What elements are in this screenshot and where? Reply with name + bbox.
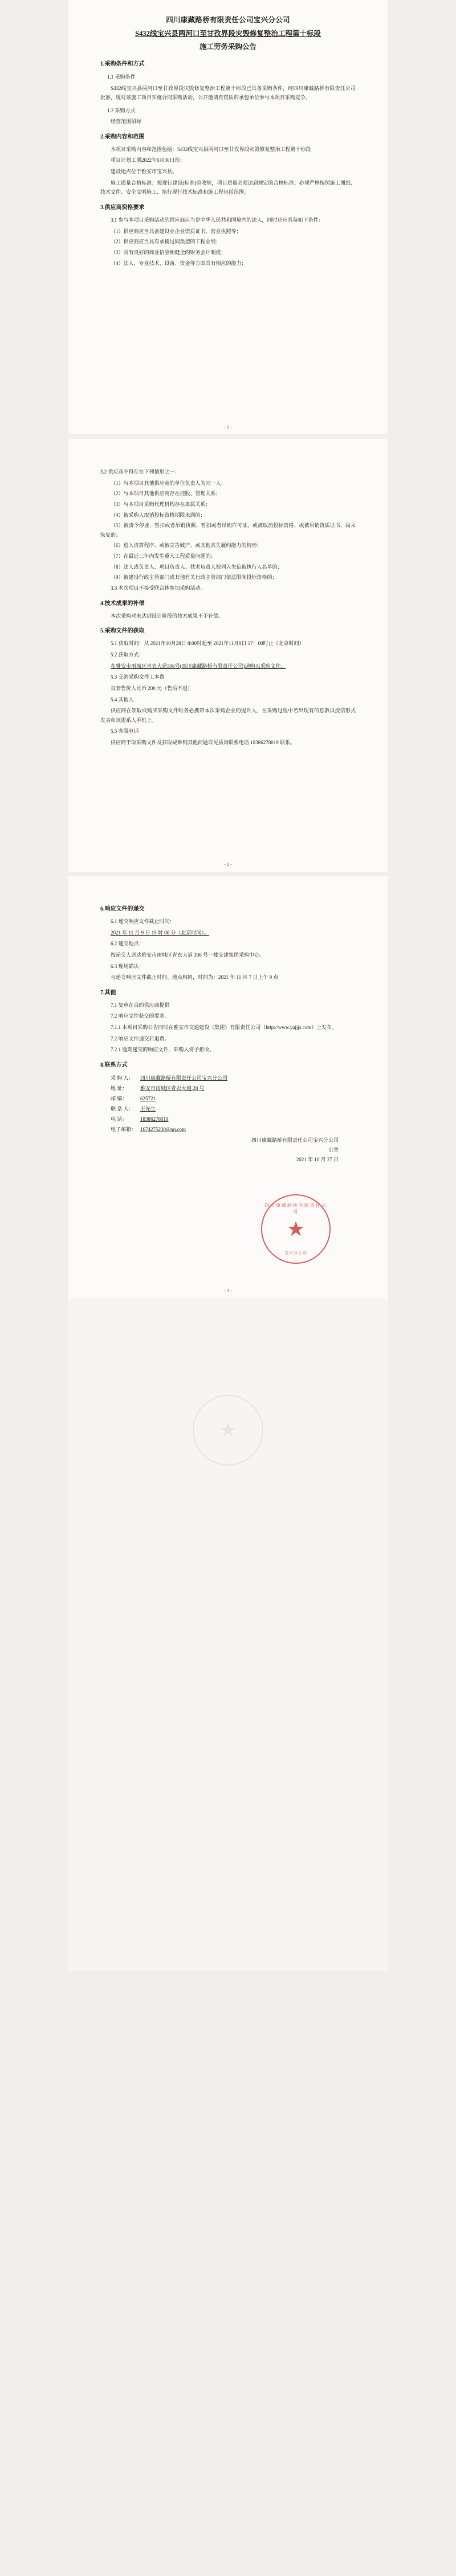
- contact-value-phone: 18386278019: [140, 1116, 169, 1122]
- paragraph-other-5: 7.2.1 逾期递交的响应文件，采购人将予拒收。: [111, 1047, 215, 1053]
- page-number-2: - 2 -: [224, 862, 232, 867]
- seal-star-icon: ★: [286, 1218, 306, 1240]
- qualification-item-1: （1）供应商应当具备建设业企业资质证书、营业执照等；: [111, 228, 242, 234]
- contact-row: [111, 1083, 356, 1093]
- qualification-item-3: （3）具有良好的商业信誉和健全的财务会计制度；: [111, 249, 226, 255]
- contact-label-email: 电子邮箱：: [111, 1126, 137, 1133]
- document-title-line-3: 施工劳务采购公告: [199, 42, 256, 51]
- signature-block: [100, 1136, 356, 1165]
- page-number-1: - 1 -: [224, 424, 232, 430]
- paragraph-onsite-value: 与递交响应文件截止时间、地点相同，时间为：2021 年 11 月 7 日上午 9 点: [111, 974, 279, 981]
- contact-label-postcode: 邮 编：: [111, 1096, 128, 1102]
- section-heading-4: 4.技术成果的补偿: [100, 600, 145, 607]
- contact-row: [111, 1104, 356, 1114]
- seal-top-text: 四川康藏路桥有限责任公司: [264, 1203, 327, 1214]
- paragraph-submit-place-label: 6.2 递交地点：: [111, 941, 144, 947]
- contact-row: [111, 1114, 356, 1124]
- paragraph-other-person-detail: 供应商在领取或购买采购文件时务必携带本次采购企业的提升人，在采购过程中若出现有信息教以授信形式发表和该提系人手机上。: [100, 708, 356, 723]
- paragraph-quality: 施工质量合格标准；按现行建设(标准)验收规，项目质量必须达到规定的合格标准；必须严格按照施工图纸、技术文件、安全文明施工、执行现行技术标准和施工程包括范围。: [100, 179, 356, 195]
- contact-value-person: 王先生: [140, 1106, 156, 1112]
- document-page-3: [68, 876, 388, 1298]
- section-heading-7: 7.其他: [100, 989, 116, 996]
- contact-row: [111, 1124, 356, 1134]
- faint-seal-icon: [193, 1395, 263, 1465]
- paragraph-disqualification-intro: 3.2 供应商不得存在下列情形之一：: [100, 469, 180, 475]
- contact-label-buyer: 采 购 人：: [111, 1075, 134, 1081]
- paragraph-service-phone-label: 5.5 客服电话: [111, 728, 139, 734]
- paragraph-deadline-label: 6.1 递交响应文件截止时间：: [111, 918, 175, 924]
- seal-bottom-text: 宝兴分公司: [284, 1251, 307, 1255]
- paragraph-fee-amount: 每套售价人民币 200 元（售后不退）: [111, 685, 193, 691]
- contact-label-person: 联 系 人：: [111, 1106, 134, 1112]
- disqualification-item-8: （8）法人或负责人、项目负责人、技术负责人被列入失信被执行人名单的；: [111, 564, 283, 570]
- document-trailing-blank-area: [68, 1298, 388, 1970]
- section-heading-2: 2.采购内容和范围: [100, 133, 145, 140]
- company-seal-icon: [261, 1194, 331, 1264]
- paragraph-purchase-condition: S432线宝兴县两河口至甘孜界段灾毁修复整治工程第十标段已具备采购条件，经四川康藏路桥有限责任公司批准，现对该施工项目实施合同采购活动，公开邀请有资质的承包单位参与本项目采购竞争。: [100, 85, 356, 101]
- signature-seal-label: 公章: [328, 1147, 339, 1153]
- paragraph-schedule: 项目计划工期2022年6月30日前；: [111, 157, 185, 164]
- paragraph-submit-place-value: 按递交人送达雅安市雨城区青衣大道 306 号一楼交建集团采购中心。: [111, 952, 265, 958]
- paragraph-qualification-intro: 3.1 参与本项目采购活动的供应商应当是中华人民共和国境内的法人，同时还应具备如下条件：: [111, 217, 324, 223]
- subsection-heading-1-2: 1.2 采购方式: [107, 107, 136, 113]
- paragraph-acquire-address: 在雅安市雨城区青衣大道306号(西川康藏路桥有限责任公司)递购买采购文件。: [111, 663, 286, 669]
- page-gap-2: [68, 872, 388, 876]
- paragraph-other-3: 7.1.1 本项目采购公告同时在雅安市交通建设（集团）有限责任公司（http://www.yajjjs.com）上发布。: [111, 1024, 337, 1031]
- section-heading-1: 1.采购条件和方式: [100, 61, 145, 68]
- document-title-line-2: S432线宝兴县两河口至甘孜界段灾毁修复整治工程第十标段: [135, 29, 321, 38]
- disqualification-item-7: （7）在最近三年内发生重大工程质量问题的；: [111, 553, 216, 560]
- section-heading-5: 5.采购文件的获取: [100, 628, 145, 635]
- contact-value-postcode: 625721: [140, 1096, 156, 1102]
- paragraph-acquire-time: 5.1 获取时间：从 2021年10月28日 8:00时起至 2021年11月8日 17：00时止（北京时间）: [111, 640, 304, 647]
- paragraph-compensation: 本次采购对未达到设计阶段的技术成果不予补偿。: [111, 613, 224, 619]
- paragraph-purchase-method: 经营范围招标: [111, 119, 142, 125]
- subsection-heading-1-1: 1.1 采购条件: [107, 74, 136, 80]
- paragraph-onsite-label: 6.3 现场确认：: [111, 963, 144, 969]
- section-heading-3: 3.供应商资格要求: [100, 204, 145, 211]
- paragraph-other-person-label: 5.4 其他人: [111, 696, 134, 703]
- paragraph-no-consortium: 3.3 本次项目不接受联合体参加采购活动。: [111, 585, 206, 591]
- paragraph-fee-label: 5.3 交纳采购文件工本费: [111, 674, 165, 680]
- disqualification-item-3: （3）与本项目采购代理机构存在隶属关系；: [111, 501, 211, 507]
- document-page-1: [68, 0, 388, 434]
- section-heading-8: 8.联系方式: [100, 1062, 128, 1069]
- paragraph-scope: 本项目采购内容和范围包括：S432线宝兴县两河口至甘孜界段灾毁修复整治工程第十标段: [111, 146, 311, 152]
- section-heading-6: 6.响应文件的递交: [100, 906, 145, 912]
- qualification-item-2: （2）供应商应当具有承揽过同类型的工程业绩；: [111, 239, 221, 245]
- disqualification-item-6: （6）进入清算程序、或被宣告破产、或其他丧失履约能力的情形；: [111, 542, 262, 549]
- contact-value-buyer: 四川康藏路桥有限责任公司宝兴分公司: [140, 1075, 228, 1081]
- disqualification-item-2: （2）与本项目其他供应商存在控股、管理关系；: [111, 491, 221, 497]
- paragraph-deadline-value: 2021 年 11 月 9 日 15 时 00 分（北京时间）。: [111, 929, 209, 936]
- disqualification-item-4: （4）被采购人取消投标资格期限未满的；: [111, 512, 206, 518]
- signature-org: 四川康藏路桥有限责任公司宝兴分公司: [251, 1137, 339, 1144]
- qualification-item-4: （4）法人、专业技术、设备、资金等方面具有相应的能力；: [111, 260, 247, 266]
- page-gap-1: [68, 434, 388, 439]
- paragraph-acquire-method-label: 5.2 获取方式：: [111, 651, 144, 658]
- document-page-2: [68, 439, 388, 872]
- contact-row: [111, 1073, 356, 1083]
- page-number-3: - 3 -: [224, 1288, 232, 1293]
- contact-row: [111, 1093, 356, 1104]
- disqualification-item-1: （1）与本项目其他供应商的单位负责人为同一人；: [111, 480, 226, 486]
- contact-value-email: 1674275230@qq.com: [140, 1126, 186, 1133]
- paragraph-other-4: 7.2 响应文件递交后退费。: [111, 1035, 170, 1042]
- contact-value-address: 雅安市雨城区青衣大道 28 号: [140, 1085, 205, 1092]
- contact-label-phone: 电 话：: [111, 1116, 128, 1122]
- document-title-line-1: 四川康藏路桥有限责任公司宝兴分公司: [166, 16, 290, 24]
- paragraph-location: 建设地点位于雅安市宝兴县。: [111, 169, 178, 175]
- paragraph-other-1: 7.1 复审在合的供应商提供: [111, 1002, 170, 1008]
- disqualification-item-9: （9）被建设行政主管部门或其他有关行政主管部门依法限制投标资格的；: [111, 574, 278, 581]
- contact-label-address: 地 址：: [111, 1085, 128, 1092]
- paragraph-other-2: 7.2 响应文件获交的要求。: [111, 1013, 170, 1019]
- disqualification-item-5: （5）被责令停业、暂扣或者吊销执照、暂扣或者吊销许可证，或被取消投标资格、或被吊销资质证书，尚未恢复的；: [100, 522, 356, 538]
- signature-date: 2021 年 10 月 27 日: [296, 1157, 339, 1163]
- contact-table: [111, 1073, 356, 1134]
- paragraph-service-phone-detail: 供应商于取采购文件及获取疑难到其他问题详见质询联系电话 18386278019 联系。: [111, 740, 296, 746]
